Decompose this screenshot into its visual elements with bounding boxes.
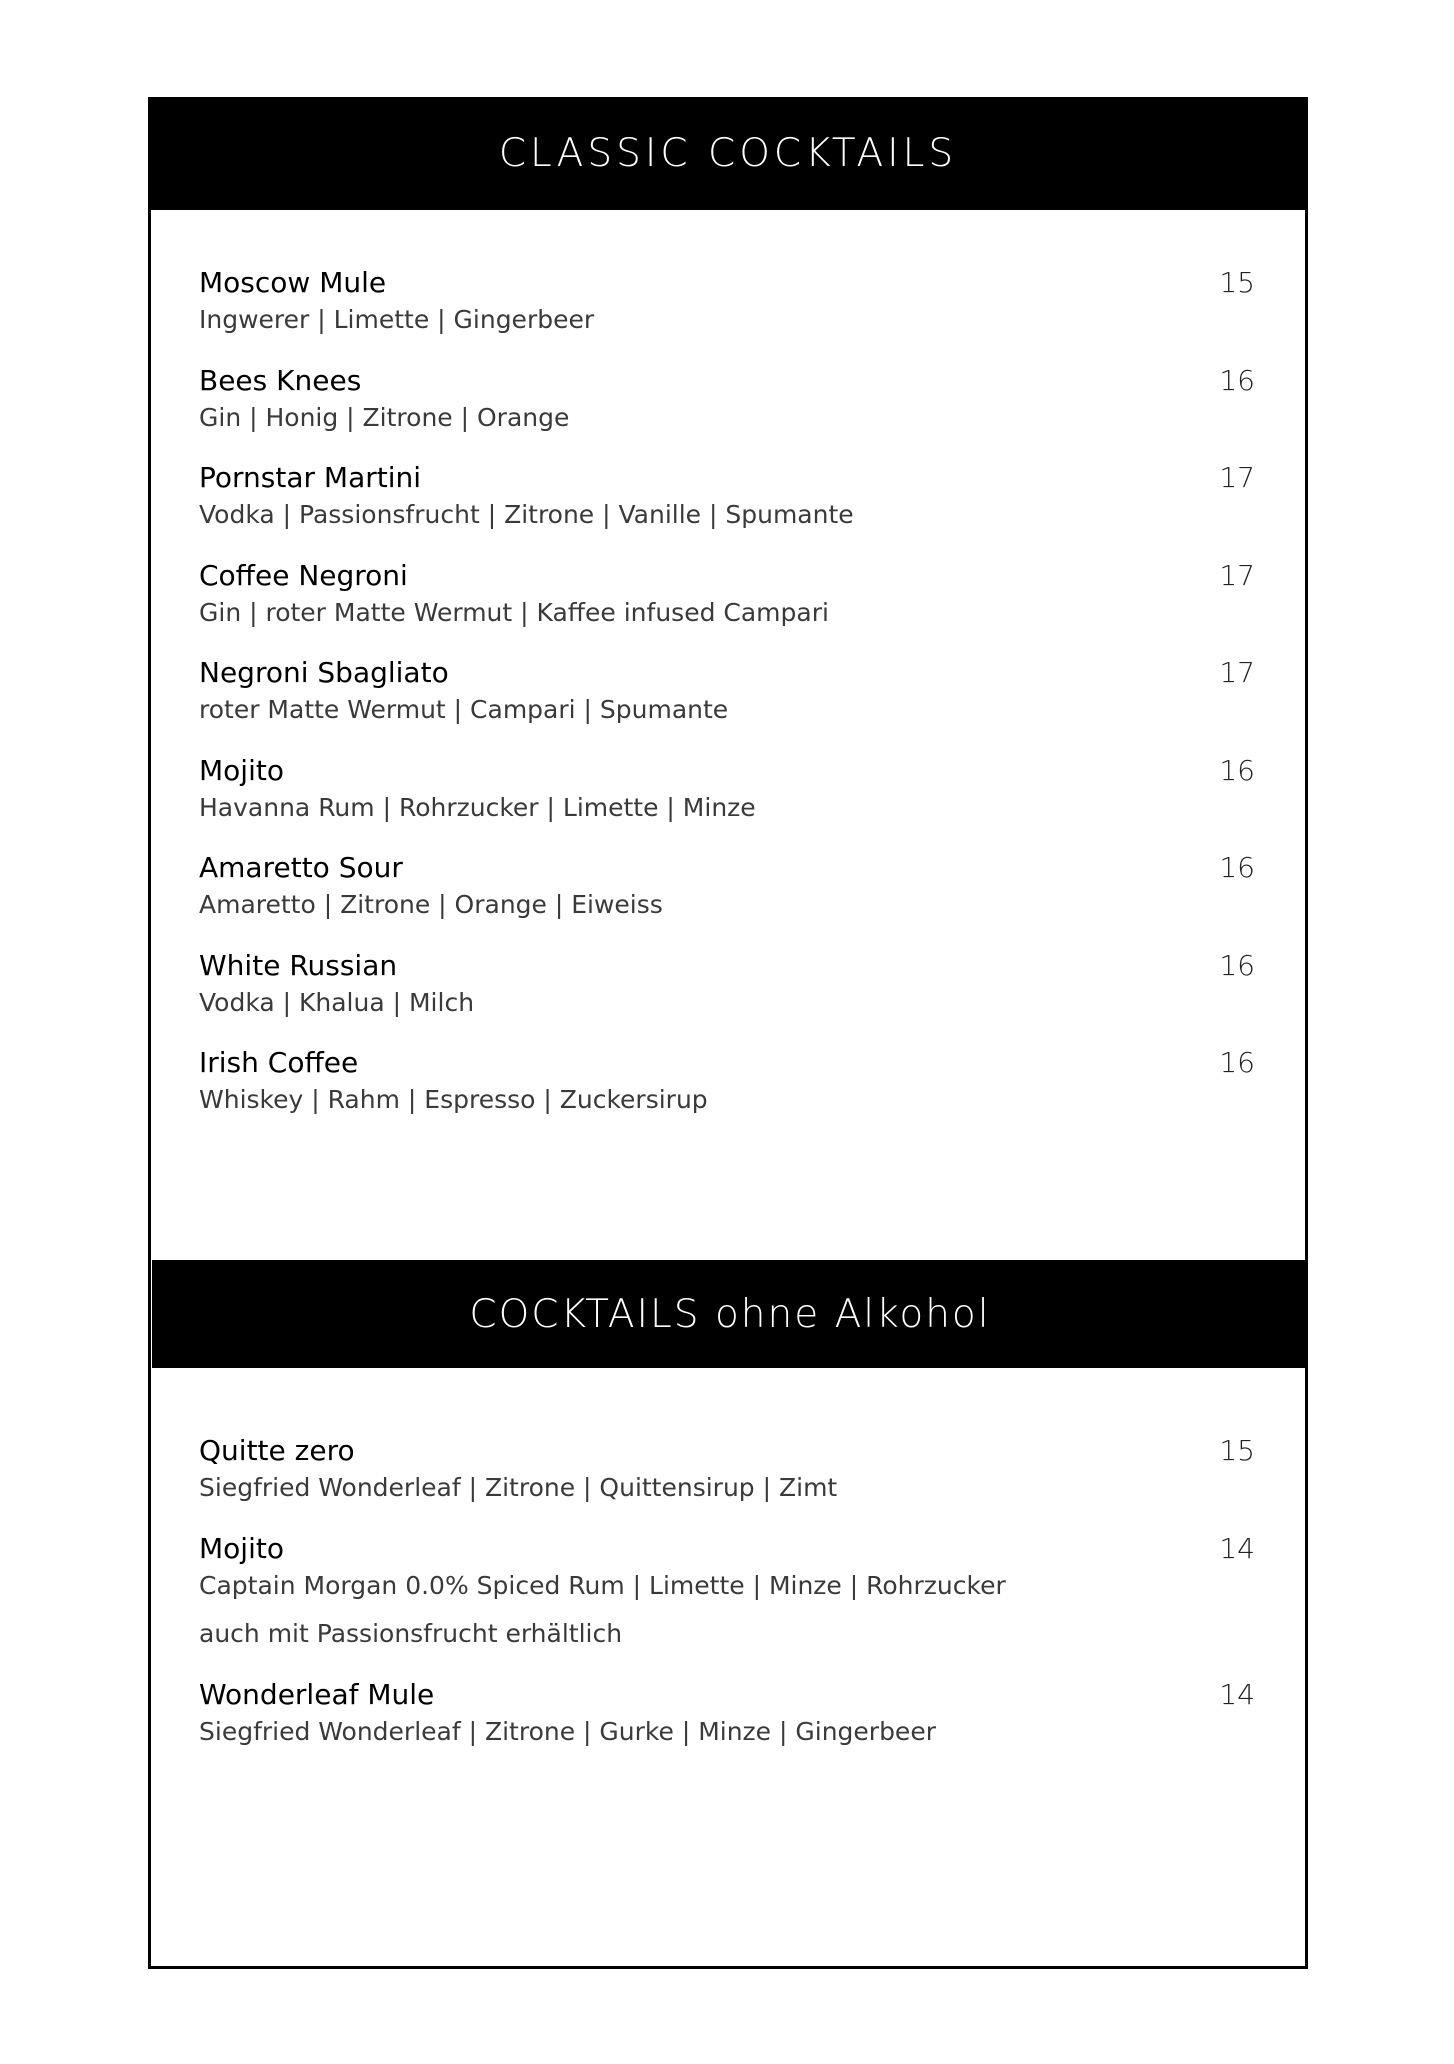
menu-item-mojito-zero (199, 1528, 1255, 1674)
item-description: Ingwerer | Limette | Gingerbeer (199, 305, 595, 334)
menu-item-pornstar-martini (199, 457, 1255, 555)
menu-item-negroni-sbagliato (199, 652, 1255, 750)
item-description: Gin | Honig | Zitrone | Orange (199, 402, 570, 432)
item-price: 16 (1219, 948, 1255, 982)
item-description: Gin | roter Matte Wermut | Kaffee infused Campari (199, 597, 829, 627)
section-header-classic-cocktails (148, 97, 1308, 210)
item-name: Coffee Negroni (199, 558, 408, 592)
item-description: Vodka | Passionsfrucht | Zitrone | Vanille | Spumante (199, 500, 854, 529)
alcohol-free-cocktails-list (199, 1430, 1255, 1771)
item-description: Havanna Rum | Rohrzucker | Limette | Minze (199, 792, 756, 822)
item-price: 16 (1219, 363, 1255, 397)
item-description: Vodka | Khalua | Milch (199, 987, 475, 1017)
item-price: 17 (1219, 656, 1255, 689)
menu-item-wonderleaf-mule (199, 1674, 1255, 1772)
item-name: Amaretto Sour (199, 851, 403, 884)
item-name: Quitte zero (199, 1434, 355, 1467)
menu-item-amaretto-sour (199, 847, 1255, 945)
menu-item-coffee-negroni (199, 555, 1255, 653)
item-name: Moscow Mule (199, 266, 387, 299)
menu-item-moscow-mule (199, 262, 1255, 360)
item-name: Irish Coffee (199, 1046, 359, 1079)
item-note: auch mit Passionsfrucht erhältlich (199, 1618, 623, 1648)
item-name: Mojito (199, 753, 284, 787)
item-description: Siegfried Wonderleaf | Zitrone | Gurke | Minze | Gingerbeer (199, 1716, 936, 1746)
classic-cocktails-list (199, 262, 1255, 1140)
item-name: Wonderleaf Mule (199, 1677, 435, 1711)
item-description: Amaretto | Zitrone | Orange | Eiweiss (199, 890, 663, 919)
item-price: 15 (1219, 266, 1255, 299)
menu-item-quitte-zero (199, 1430, 1255, 1528)
item-name: White Russian (199, 948, 398, 982)
item-name: Bees Knees (199, 363, 362, 397)
menu-item-white-russian (199, 945, 1255, 1043)
section-title: COCKTAILS ohne Alkohol (469, 1291, 991, 1337)
item-name: Mojito (199, 1531, 284, 1565)
item-price: 16 (1219, 753, 1255, 787)
item-price: 16 (1219, 851, 1255, 884)
item-price: 14 (1219, 1677, 1255, 1711)
item-price: 15 (1219, 1434, 1255, 1467)
item-price: 16 (1219, 1046, 1255, 1079)
item-description: Whiskey | Rahm | Espresso | Zuckersirup (199, 1085, 708, 1114)
item-price: 17 (1219, 558, 1255, 592)
section-header-alcohol-free (152, 1260, 1308, 1368)
item-price: 14 (1219, 1531, 1255, 1565)
item-price: 17 (1219, 461, 1255, 494)
menu-item-mojito (199, 750, 1255, 848)
section-title: CLASSIC COCKTAILS (498, 131, 958, 176)
item-description: Captain Morgan 0.0% Spiced Rum | Limette | Minze | Rohrzucker (199, 1570, 1006, 1600)
item-description: roter Matte Wermut | Campari | Spumante (199, 695, 729, 724)
menu-item-irish-coffee (199, 1042, 1255, 1140)
item-name: Pornstar Martini (199, 461, 422, 494)
item-description: Siegfried Wonderleaf | Zitrone | Quittensirup | Zimt (199, 1473, 838, 1502)
item-name: Negroni Sbagliato (199, 656, 449, 689)
menu-item-bees-knees (199, 360, 1255, 458)
